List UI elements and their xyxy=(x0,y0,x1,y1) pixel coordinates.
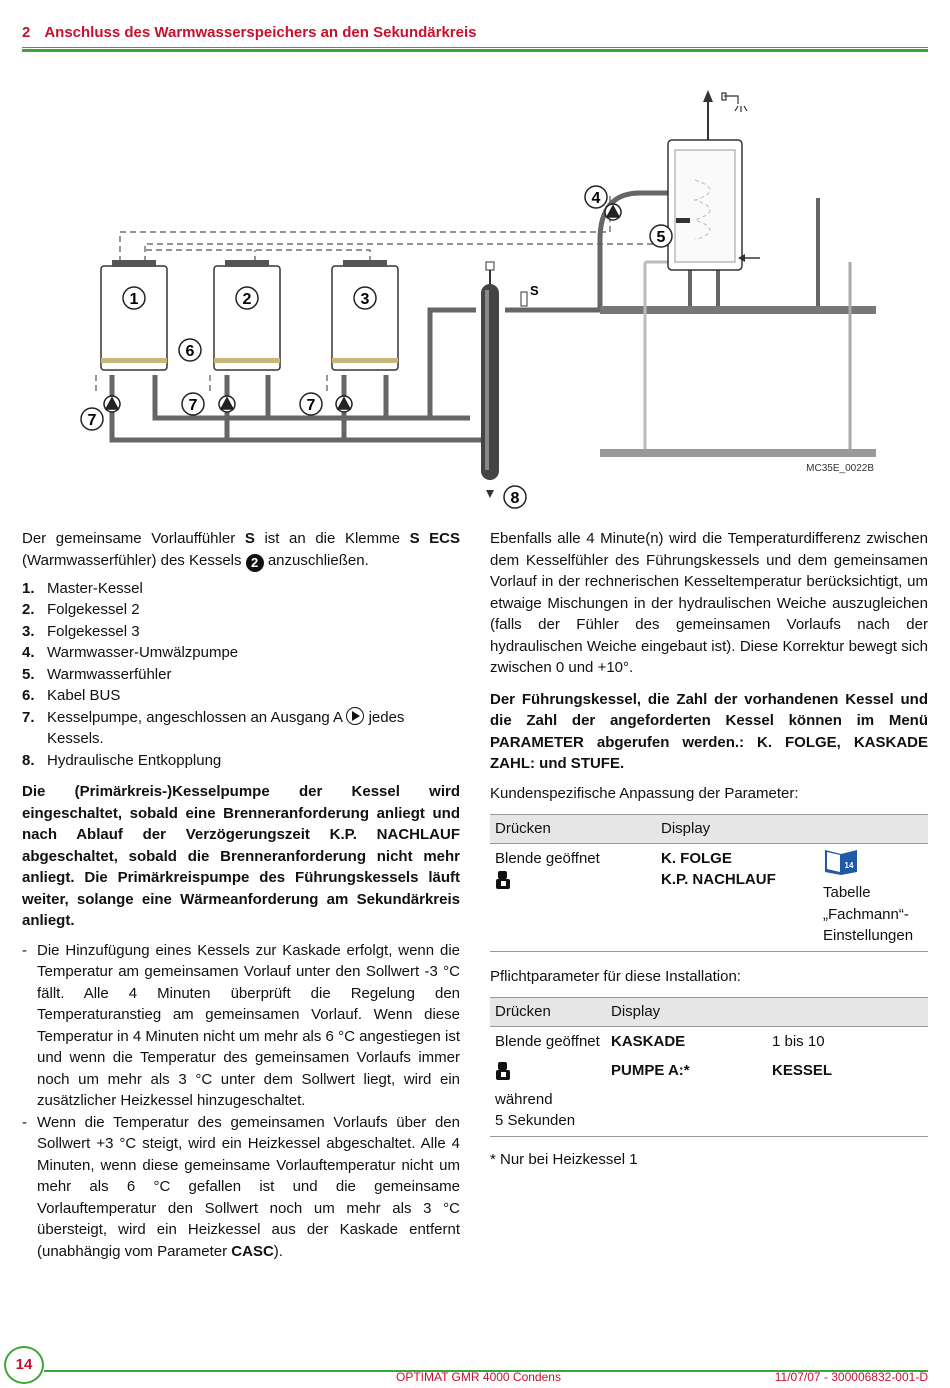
page-number: 14 xyxy=(4,1346,44,1384)
doc-reference: 11/07/07 - 300006832-001-D xyxy=(774,1370,928,1384)
section-number: 2 xyxy=(22,24,31,41)
list-item: - Wenn die Temperatur des gemeinsamen Vorlaufs über den Sollwert +3 °C steigt, wird ein Heizkessel abgeschaltet. Alle 4 Minuten, wenn diese gemeinsame Vorlauftemperatur nicht um mehr als 6 °C gefallen ist und die gemeinsame Vorlauftemperatur den Sollwert noch um mehr als 3 °C übersteigt, wird ein Heizkessel aus der Kaskade entfernt (unabhängig vom Parameter CASC). xyxy=(22,1112,460,1263)
product-name: OPTIMAT GMR 4000 Condens xyxy=(396,1370,561,1384)
key-icon xyxy=(495,871,511,891)
tap-icon xyxy=(722,93,747,112)
mandatory-label: Pflichtparameter für diese Installation: xyxy=(490,967,741,985)
intro-paragraph: Der gemeinsame Vorlauffühler S ist an die Klemme S ECS (Warmwasserfühler) des Kessels 2 anzuschließen. xyxy=(22,530,461,570)
boiler-2-badge: 2 xyxy=(246,554,264,572)
list-item: 7. Kesselpumpe, angeschlossen an Ausgang A jedes Kessels. xyxy=(22,708,405,747)
label-1: 1 xyxy=(129,291,139,308)
legend-list xyxy=(22,578,460,772)
parameter-paragraph: Der Führungskessel, die Zahl der vorhandenen Kessel und die Zahl der angeforderten Kessel können im Menü PARAMETER abgerufen werden.: K. FOLGE, KASKADE ZAHL: und STUFE. xyxy=(490,690,928,772)
column-header: Drücken xyxy=(490,815,656,844)
list-item: 1. Master-Kessel xyxy=(22,579,143,597)
section-header xyxy=(22,24,476,41)
book-icon xyxy=(823,848,859,876)
label-2: 2 xyxy=(242,291,252,308)
list-item: 2. Folgekessel 2 xyxy=(22,601,140,618)
list-item: 3. Folgekessel 3 xyxy=(22,622,140,640)
sensor-label: S xyxy=(530,283,539,298)
hydraulic-diagram xyxy=(0,58,950,518)
diagram-ref: MC35E_0022B xyxy=(806,463,874,474)
output-a-icon xyxy=(346,707,364,725)
mandatory-parameter-table: Drücken Display Blende geöffnet KASKADE 1 bis 10 während 5 Sekunden PUMPE A:* KESSEL xyxy=(490,997,928,1137)
hot-water-tank xyxy=(668,90,760,270)
list-item: 4. Warmwasser-Umwälzpumpe xyxy=(22,644,239,661)
label-7b: 7 xyxy=(188,397,198,414)
left-column xyxy=(22,528,460,1262)
boiler-2 xyxy=(214,260,280,370)
svg-text:14: 14 xyxy=(844,860,854,870)
boiler-1 xyxy=(101,260,167,370)
column-header: Display xyxy=(656,815,928,844)
cascade-rules xyxy=(22,940,460,1263)
section-title: Anschluss des Warmwasserspeichers an den Sekundärkreis xyxy=(44,24,477,41)
label-6: 6 xyxy=(185,343,195,360)
list-item: 6. Kabel BUS xyxy=(22,687,121,704)
key-icon xyxy=(495,1062,511,1082)
label-4: 4 xyxy=(591,190,601,207)
label-3: 3 xyxy=(360,291,370,308)
right-column xyxy=(490,528,928,1170)
label-7a: 7 xyxy=(87,412,97,429)
footnote: * Nur bei Heizkessel 1 xyxy=(490,1150,638,1168)
label-5: 5 xyxy=(656,229,666,246)
custom-parameter-table: Drücken Display Blende geöffnet K. FOLGE K.P. NACHLAUF 14 Tabelle „Fachmann“-Einstellungen xyxy=(490,814,928,952)
label-7c: 7 xyxy=(306,397,316,414)
return-header xyxy=(600,449,876,457)
header-rule xyxy=(22,47,928,52)
list-item: 5. Warmwasserfühler xyxy=(22,665,172,683)
list-item: 8. Hydraulische Entkopplung xyxy=(22,751,222,769)
boiler-3 xyxy=(332,260,398,370)
sensor-s xyxy=(521,283,539,306)
list-item: - Die Hinzufügung eines Kessels zur Kaskade erfolgt, wenn die Temperatur am gemeinsamen Vorlauf unter den Sollwert -3 °C fällt. Alle 4 Minuten überprüft die Regelung den Temperaturanstieg am gemeinsamen Vorlauf. Wenn diese Temperatur in 4 Minuten nicht um mehr als 6 °C angestiegen ist und wenn die Temperatur des gemeinsamen Vorlaufs immer noch um mehr als 3 °C unter dem Sollwert liegt, wird ein zusätzlicher Heizkessel hinzugeschaltet. xyxy=(22,940,460,1112)
label-8: 8 xyxy=(510,490,520,507)
supply-header xyxy=(600,306,876,314)
hydraulic-separator xyxy=(481,262,499,498)
pump-paragraph: Die (Primärkreis-)Kesselpumpe der Kessel wird eingeschaltet, sobald eine Brenneranforderung anliegt und nach Ablauf der Verzögerungszeit K.P. NACHLAUF abgeschaltet, sobald die Brenneranforderung nicht mehr anliegt. Die Primärkreispumpe des Führungskessels läuft weiter, solange eine Wärmeanforderung am Sekundärkreis anliegt. xyxy=(22,783,460,929)
custom-label: Kundenspezifische Anpassung der Parameter: xyxy=(490,784,799,802)
correction-paragraph: Ebenfalls alle 4 Minute(n) wird die Temperaturdifferenz zwischen dem Kesselfühler des Führungskessels und dem gemeinsamen Vorlauf in der rechnerischen Kesseltemperatur berücksichtigt, um etwaige Mischungen in der hydraulischen Weiche auszugleichen (falls der Fühler des gemeinsamen Vorlaufs nach der hydraulischen Weiche eingebaut ist). Diese Korrektur bewegt sich zwischen 0 und +10°. xyxy=(490,530,928,676)
